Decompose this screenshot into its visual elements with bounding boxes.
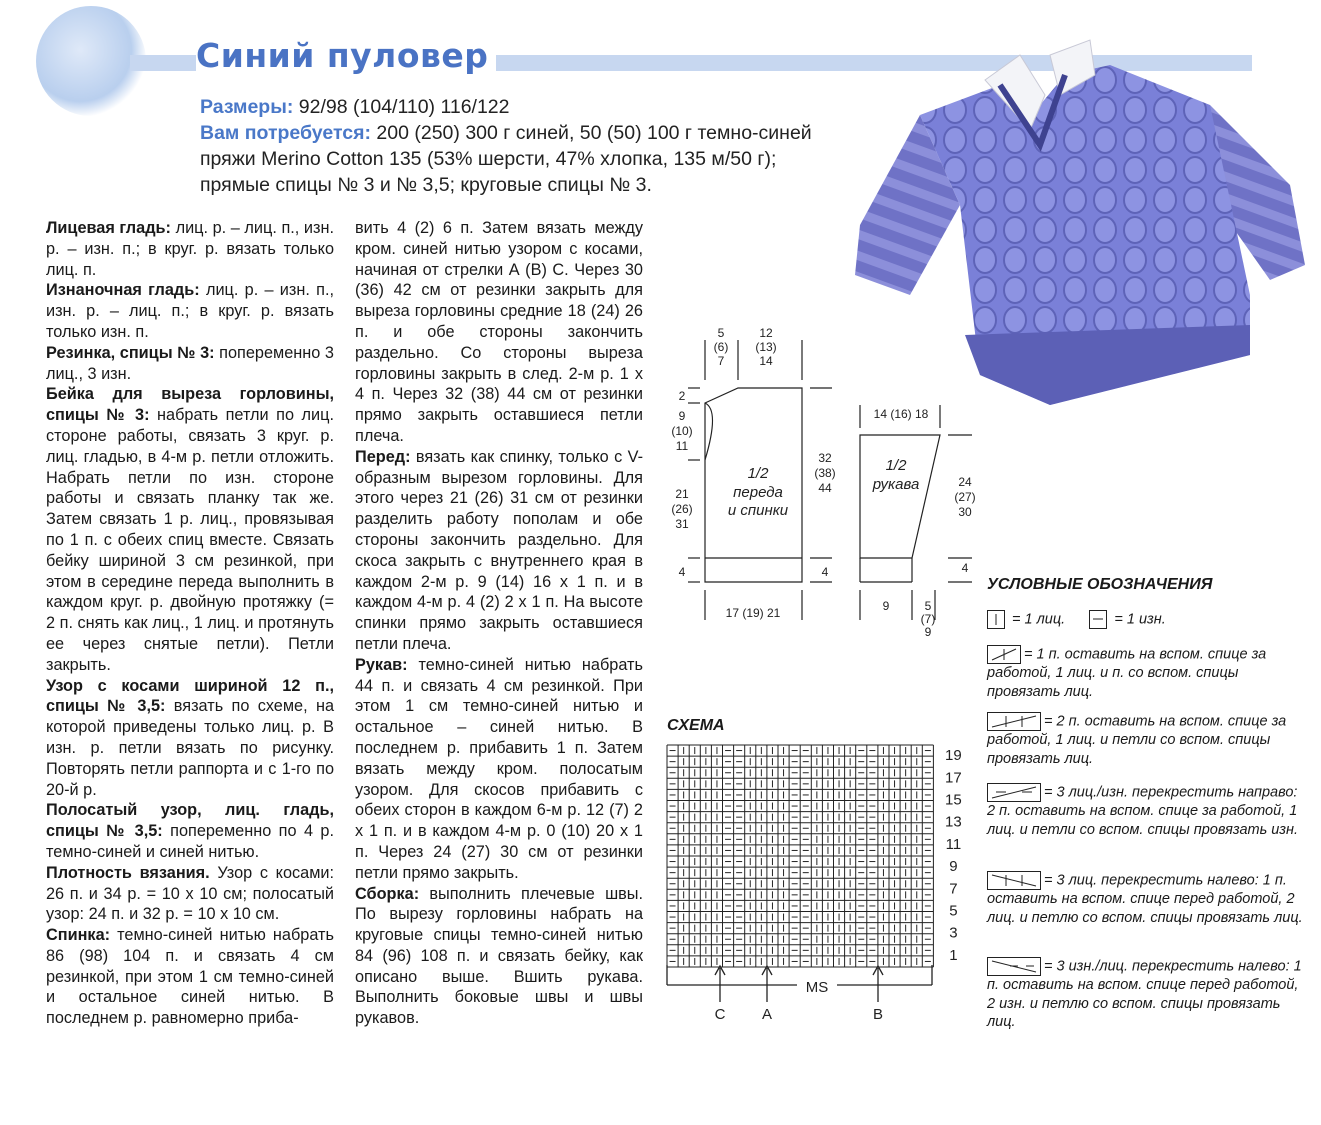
materials-line-2: пряжи Merino Cotton 135 (53% шерсти, 47% хлопка, 135 м/50 г);	[200, 148, 777, 170]
materials-label: Вам потребуется:	[200, 122, 371, 144]
sleeve-label-line1: 1/2	[885, 457, 907, 474]
paragraph-heading: Узор с косами шириной 12 п., спицы № 3,5:	[46, 676, 334, 716]
dim-shoulder-3: 14	[759, 354, 773, 368]
paragraph-text: вить 4 (2) 6 п. Затем вязать между кром. синей нитью узором с косами, начиная от стрелки А (В) С. Через 30 (36) 42 см от резинки закрыть для выреза горловины средние 18 (24) 26 п. и обе стороны закончить раздельно. Со стороны выреза горловины закрыть в след. 2-м р. 1 х 4 п. Через 32 (38) 44 см от резинки прямо закрыть оставшиеся петли плеча.	[355, 219, 643, 445]
dim-neck-width: 5	[717, 326, 725, 340]
dim-back-height-3: 44	[818, 481, 832, 495]
chart-row-number: 19	[945, 747, 962, 765]
paragraph-text: лиц. р. – изн. п., изн. р. – лиц. п.; в круг. р. вязать только изн. п.	[46, 281, 334, 341]
paragraph-heading: Рукав:	[355, 655, 408, 674]
paragraph-text: попеременно 3 лиц., 3 изн.	[46, 343, 334, 383]
paragraph-heading: Лицевая гладь:	[46, 219, 171, 237]
cross-left-purl-icon	[987, 957, 1041, 976]
paragraph-text: набрать петли по лиц. стороне работы, связать 3 круг. р. лиц. гладью, в 4-м р. петли отложить. Набрать петли по изн. стороне работы и связать планку так же. Затем связать 1 р. лиц., провязывая по 1 п. с обеих спиц вместе. Связать бейку шириной 3 см резинкой, при этом в середине переда выполнить в каждом круг. р. двойную протяжку (= 2 п. снять как лиц., 1 лиц. и протянуть ее через снятые петли). Петли закрыть.	[46, 406, 335, 674]
knit-stitch-icon	[987, 610, 1005, 629]
dim-v-neck: 9	[678, 409, 686, 423]
paragraph-text: вязать как спинку, только с V-образным вырезом горловины. Для этого через 21 (26) 31 см от резинки разделить работу пополам и обе стороны закончить раздельно. Для скоса закрыть с внутреннего края в каждом 2-м р. 9 (14) 16 х 1 п. и в каждом 4-м р. 4 (2) 2 х 1 п. На высоте спинки прямо закрыть оставшиеся петли плеча.	[355, 447, 643, 653]
dim-neck-depth: 2	[678, 389, 686, 403]
chart-row-number: 5	[949, 902, 958, 920]
chart-arrow-b: B	[872, 1006, 884, 1023]
paragraph-heading: Бейка для выреза горловины, спицы № 3:	[46, 385, 334, 425]
paragraph	[46, 280, 334, 342]
paragraph-heading: Изнаночная гладь:	[46, 281, 200, 300]
legend-knit: = 1 лиц.	[1012, 611, 1066, 628]
dim-rib-front: 4	[678, 565, 686, 579]
materials-text-1: 200 (250) 300 г синей, 50 (50) 100 г темно-синей	[376, 122, 812, 144]
dim-shoulder: 12	[759, 326, 773, 340]
dim-sleeve-top: 14 (16) 18	[873, 407, 929, 421]
legend-item-2: = 2 п. оставить на вспом. спице за работой, 1 лиц. и петли со вспом. спицы провязать лиц.	[987, 713, 1287, 767]
cross-3-back-icon	[987, 712, 1041, 731]
paragraph-text: Узор с косами: 26 п. и 34 р. = 10 х 10 см; полосатый узор: 24 п. и 32 р. = 10 х 10 см.	[46, 863, 334, 924]
body-label-line3: и спинки	[727, 502, 789, 519]
chart-row-number: 7	[949, 880, 958, 898]
dim-sleeve-height-3: 30	[958, 505, 972, 519]
cross-right-purl-icon	[987, 783, 1041, 802]
knitting-chart	[662, 740, 972, 1030]
page-title: Синий пуловер	[196, 36, 496, 75]
paragraph-text: вязать по схеме, на которой приведены только лиц. р. В изн. р. петли вязать по рисунку. Повторять петли раппорта и с 1-го по 20-й р.	[46, 697, 334, 799]
dim-back-height: 32	[818, 451, 832, 465]
materials-line-3: прямые спицы № 3 и № 3,5; круговые спицы № 3.	[200, 174, 652, 196]
chart-row-number: 17	[945, 769, 962, 787]
cross-left-knit-icon	[987, 871, 1041, 890]
purl-stitch-icon	[1089, 610, 1107, 629]
dim-back-height-2: (38)	[814, 466, 836, 480]
paragraph	[46, 925, 334, 1029]
dim-sleeve-rib: 4	[961, 561, 969, 575]
paragraph-heading: Сборка:	[355, 884, 420, 903]
dim-shoulder-2: (13)	[755, 340, 777, 354]
chart-row-number: 1	[949, 946, 958, 964]
body-label-line2: переда	[733, 484, 783, 501]
dim-sleeve-inc: 5	[924, 599, 932, 613]
dim-front-height: 21	[675, 487, 689, 501]
chart-title: СХЕМА	[667, 717, 725, 734]
paragraph	[46, 218, 334, 280]
paragraph-text: попеременно по 4 р. темно-синей и синей нитью.	[46, 822, 334, 861]
paragraph-text: темно-синей нитью набрать 86 (98) 104 п. и связать 4 см резинкой, при этом 1 см темно-синей и остальное синей нитью. В последнем р. равномерно приба-	[46, 926, 334, 1028]
dim-v-neck-3: 11	[675, 439, 689, 453]
sizes-label: Размеры:	[200, 96, 294, 118]
legend-purl: = 1 изн.	[1114, 611, 1166, 628]
legend-basic	[987, 610, 1307, 629]
paragraph-heading: Резинка, спицы № 3:	[46, 343, 215, 362]
pattern-schematic	[660, 320, 990, 650]
dim-body-width: 17 (19) 21	[725, 606, 781, 620]
paragraph	[46, 343, 334, 385]
chart-arrow-c: C	[714, 1006, 726, 1023]
chart-row-number: 3	[949, 924, 958, 942]
paragraph	[355, 218, 643, 447]
dim-front-height-3: 31	[675, 517, 689, 531]
paragraph-heading: Полосатый узор, лиц. гладь, спицы № 3,5:	[46, 801, 334, 841]
paragraph	[46, 863, 334, 925]
paragraph	[355, 884, 643, 1030]
instructions-column-1	[46, 218, 334, 1029]
cross-2-back-icon	[987, 645, 1021, 664]
chart-arrow-a: A	[761, 1006, 773, 1023]
dim-sleeve-base: 9	[882, 599, 890, 613]
dim-v-neck-2: (10)	[671, 424, 693, 438]
sleeve-label-line2: рукава	[872, 476, 920, 493]
chart-row-number: 11	[945, 835, 962, 853]
legend-item-4: = 3 лиц. перекрестить налево: 1 п. оставить на вспом. спице перед работой, 2 лиц. и петлю со вспом. спицы провязать лиц.	[987, 872, 1303, 926]
materials-line-1	[200, 120, 812, 146]
paragraph	[355, 655, 643, 884]
dim-sleeve-inc-2: (7)	[920, 612, 936, 626]
dim-rib-back: 4	[821, 565, 829, 579]
dim-sleeve-inc-3: 9	[924, 625, 932, 639]
paragraph	[355, 447, 643, 655]
paragraph-text: темно-синей нитью набрать 44 п. и связать 4 см резинкой. При этом 1 см темно-синей нитью и остальное – синей нитью. В последнем р. прибавить 1 п. Затем вязать между кром. полосатым узором. Для скосов прибавить с обеих сторон в каждом 6-м р. 12 (7) 2 х 1 п. и в каждом 4-м р. 0 (10) 20 х 1 п. Через 24 (27) 30 см от резинки петли прямо закрыть.	[355, 655, 643, 882]
paragraph-heading: Перед:	[355, 447, 411, 466]
chart-row-number: 15	[945, 791, 962, 809]
chart-row-number: 9	[949, 858, 958, 876]
dim-sleeve-height: 24	[958, 475, 972, 489]
chart-ms-label: MS	[805, 979, 829, 996]
legend-item-3: = 3 лиц./изн. перекрестить направо: 2 п. оставить на вспом. спице за работой, 1 лиц. и петли со вспом. спицы провязать изн.	[987, 784, 1299, 838]
dim-sleeve-height-2: (27)	[954, 490, 976, 504]
paragraph	[46, 676, 334, 801]
paragraph-text: лиц. р. – лиц. п., изн. р. – изн. п.; в круг. р. вязать только лиц. п.	[46, 219, 334, 279]
paragraph-text: выполнить плечевые швы. По вырезу горловины набрать на круговые спицы темно-синей нитью 84 (96) 108 п. и связать бейку, как описано выше. Вшить рукава. Выполнить боковые швы и швы рукавов.	[355, 884, 643, 1028]
dim-neck-width-2: (6)	[713, 340, 729, 354]
paragraph-heading: Плотность вязания.	[46, 863, 210, 882]
paragraph	[46, 384, 334, 675]
legend-item-1: = 1 п. оставить на вспом. спице за работой, 1 лиц. и п. со вспом. спицы провязать лиц.	[987, 646, 1267, 700]
paragraph-heading: Спинка:	[46, 926, 111, 945]
legend-title: УСЛОВНЫЕ ОБОЗНАЧЕНИЯ	[987, 576, 1213, 593]
chart-row-number: 13	[945, 813, 962, 831]
instructions-column-2	[355, 218, 643, 1029]
sizes-line	[200, 94, 510, 120]
dim-front-height-2: (26)	[671, 502, 693, 516]
dim-neck-width-3: 7	[717, 354, 725, 368]
legend-item-5: = 3 изн./лиц. перекрестить налево: 1 п. оставить на вспом. спице перед работой, 2 изн. и петлю со вспом. спицы провязать лиц.	[987, 958, 1302, 1030]
paragraph	[46, 800, 334, 862]
sizes-value: 92/98 (104/110) 116/122	[298, 96, 510, 118]
body-label-line1: 1/2	[747, 465, 769, 482]
